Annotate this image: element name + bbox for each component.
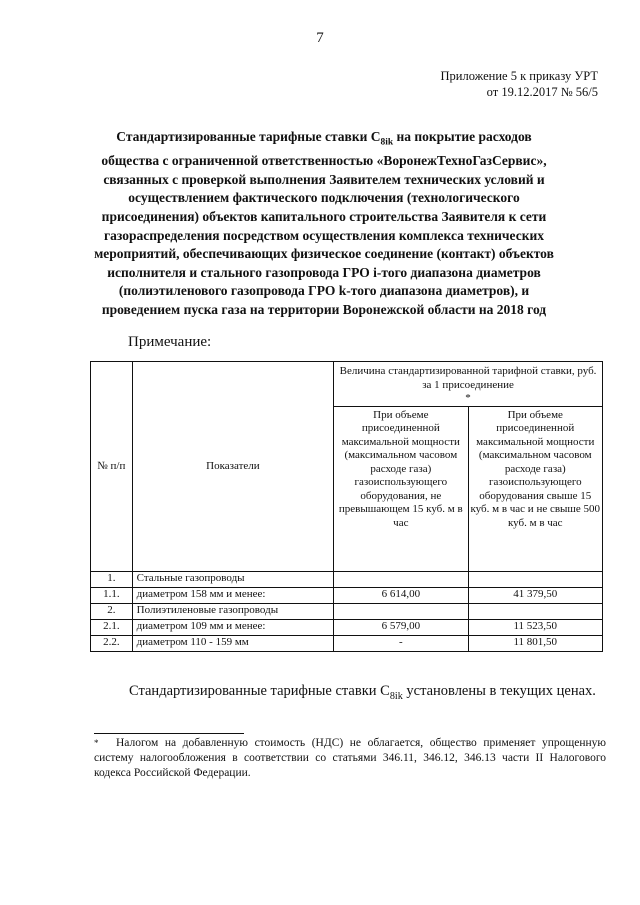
row-number: 1.1. (91, 587, 133, 603)
row-number: 1. (91, 571, 133, 587)
footnote-text: Налогом на добавленную стоимость (НДС) не облагается, общество применяет упрощенную систему налогообложения в соответствии со статьями 346.11, 346.12, 346.13 части II Налогового кодекса Российской Федерации. (94, 737, 606, 779)
row-rate-up-to-15: 6 579,00 (334, 619, 468, 635)
row-rate-15-to-500 (468, 603, 602, 619)
table-row (91, 571, 603, 587)
row-number: 2.2. (91, 635, 133, 651)
appendix-line-2: от 19.12.2017 № 56/5 (486, 85, 598, 99)
header-number: № п/п (91, 362, 133, 572)
row-rate-15-to-500: 11 523,50 (468, 619, 602, 635)
footer-statement (129, 682, 606, 706)
header-footnote-mark: * (465, 392, 471, 404)
header-indicator: Показатели (132, 362, 333, 572)
row-indicator: диаметром 109 мм и менее: (132, 619, 333, 635)
title-prefix: Стандартизированные тарифные ставки С (116, 129, 381, 144)
row-number: 2. (91, 603, 133, 619)
row-rate-15-to-500 (468, 571, 602, 587)
header-rate-group (334, 362, 603, 407)
title-rest: на покрытие расходов общества с ограниченной ответственностью «ВоронежТехноГазСервис», связанных с проверкой выполнения Заявителем технических условий и осуществлением фактического подключения (технологического присоединения) объектов капитального строительства Заявителя к сети газораспределения посредством осуществления комплекса технических мероприятий, обеспечивающих физическое соединение (контакт) объектов исполнителя и стального газопровода ГРО i-того диапазона диаметров (полиэтиленового газопровода ГРО k-того диапазона диаметров), и проведением пуска газа на территории Воронежской области на 2018 год (94, 129, 554, 318)
row-rate-15-to-500: 41 379,50 (468, 587, 602, 603)
document-title (92, 128, 556, 320)
header-rate-group-text: Величина стандартизированной тарифной ставки, руб. за 1 присоединение (339, 365, 597, 391)
footer-prefix: Стандартизированные тарифные ставки С (129, 683, 390, 699)
row-rate-up-to-15: 6 614,00 (334, 587, 468, 603)
note-label: Примечание: (128, 334, 212, 350)
table-row (91, 619, 603, 635)
footer-subscript: 8ik (389, 690, 403, 702)
appendix-reference (441, 68, 599, 100)
row-rate-up-to-15: - (334, 635, 468, 651)
row-indicator: диаметром 110 - 159 мм (132, 635, 333, 651)
footer-rest: установлены в текущих ценах. (402, 683, 596, 699)
footnote-divider (94, 733, 244, 734)
table-body (91, 571, 603, 651)
row-rate-up-to-15 (334, 603, 468, 619)
footnote-mark: * (94, 738, 99, 748)
page-number: 7 (316, 30, 324, 46)
row-number: 2.1. (91, 619, 133, 635)
header-col-15-to-500: При объеме присоединенной максимальной мощности (максимальном часовом расходе газа) газоиспользующего оборудования свыше 15 куб. м в час и не свыше 500 куб. м в час (468, 406, 602, 571)
row-indicator: диаметром 158 мм и менее: (132, 587, 333, 603)
tariff-table (90, 361, 603, 652)
row-rate-up-to-15 (334, 571, 468, 587)
table-row (91, 603, 603, 619)
table-row (91, 635, 603, 651)
title-subscript: 8ik (380, 137, 394, 148)
row-indicator: Полиэтиленовые газопроводы (132, 603, 333, 619)
footnote (94, 736, 606, 781)
header-col-up-to-15: При объеме присоединенной максимальной мощности (максимальном часовом расходе газа) газоиспользующего оборудования, не превышающем 15 куб. м в час (334, 406, 468, 571)
row-indicator: Стальные газопроводы (132, 571, 333, 587)
appendix-line-1: Приложение 5 к приказу УРТ (440, 69, 598, 83)
row-rate-15-to-500: 11 801,50 (468, 635, 602, 651)
table-row (91, 587, 603, 603)
